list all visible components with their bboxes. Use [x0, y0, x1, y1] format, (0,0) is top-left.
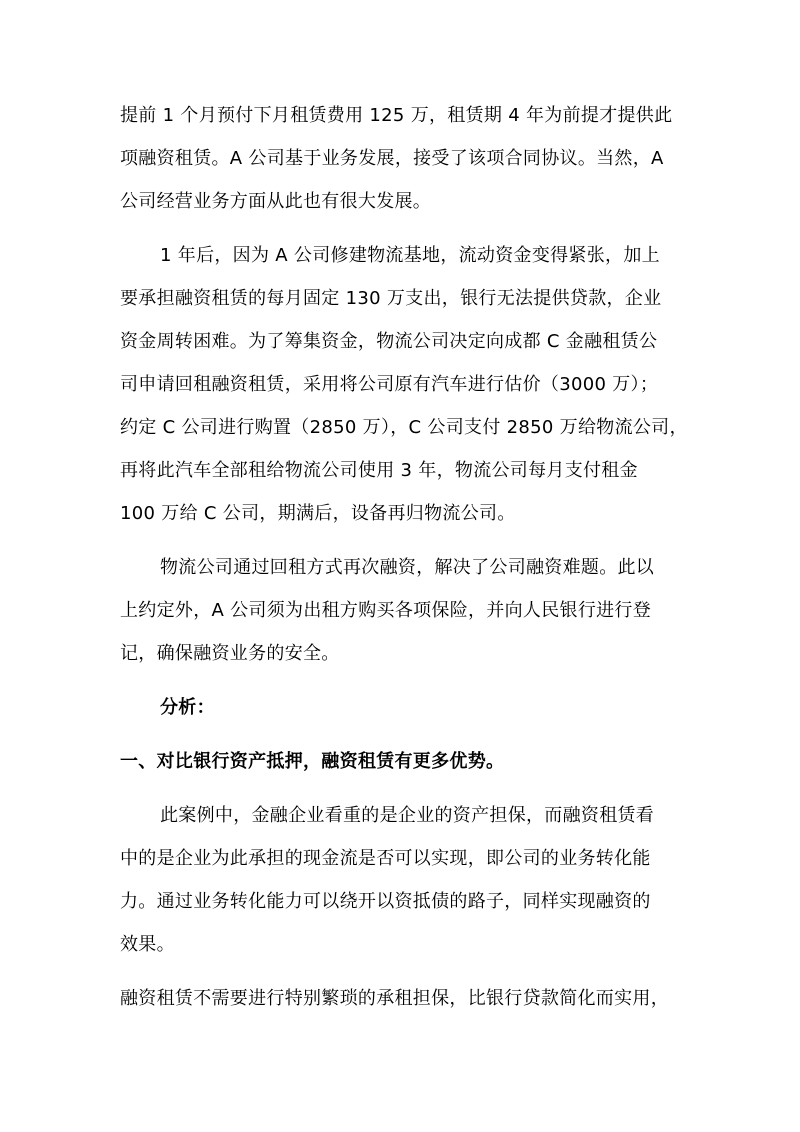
paragraph-4-line-4: 效果。 [120, 934, 175, 955]
paragraph-4-line-1: 此案例中，金融企业看重的是企业的资产担保，而融资租赁看 [160, 805, 655, 826]
paragraph-2-line-1: 1 年后，因为 A 公司修建物流基地，流动资金变得紧张，加上 [160, 245, 660, 266]
paragraph-2-line-2: 要承担融资租赁的每月固定 130 万支出，银行无法提供贷款，企业 [120, 288, 662, 309]
paragraph-1-line-1: 提前 1 个月预付下月租赁费用 125 万，租赁期 4 年为前提才提供此 [120, 105, 673, 126]
paragraph-5-line-1: 融资租赁不需要进行特别繁琐的承租担保，比银行贷款简化而实用， [120, 988, 669, 1009]
analysis-heading: 分析： [160, 697, 215, 718]
section-1-heading: 一、对比银行资产抵押，融资租赁有更多优势。 [120, 751, 505, 772]
paragraph-1-line-3: 公司经营业务方面从此也有很大发展。 [120, 191, 432, 212]
paragraph-2-line-5: 约定 C 公司进行购置（2850 万），C 公司支付 2850 万给物流公司， [120, 417, 688, 438]
paragraph-4-line-2: 中的是企业为此承担的现金流是否可以实现，即公司的业务转化能 [120, 848, 651, 869]
paragraph-3-line-2: 上约定外，A 公司须为出租方购买各项保险，并向人民银行进行登 [120, 600, 652, 621]
paragraph-2-line-4: 司申请回租融资租赁，采用将公司原有汽车进行估价（3000 万）； [120, 374, 659, 395]
paragraph-2-line-6: 再将此汽车全部租给物流公司使用 3 年，物流公司每月支付租金 [120, 460, 638, 481]
paragraph-2-line-3: 资金周转困难。为了筹集资金，物流公司决定向成都 C 金融租赁公 [120, 331, 658, 352]
paragraph-3-line-1: 物流公司通过回租方式再次融资，解决了公司融资难题。此以 [160, 557, 655, 578]
paragraph-4-line-3: 力。通过业务转化能力可以绕开以资抵债的路子，同样实现融资的 [120, 891, 651, 912]
paragraph-3-line-3: 记，确保融资业务的安全。 [120, 643, 340, 664]
paragraph-1-line-2: 项融资租赁。A 公司基于业务发展，接受了该项合同协议。当然，A [120, 148, 664, 169]
paragraph-2-line-7: 100 万给 C 公司，期满后，设备再归物流公司。 [120, 503, 516, 524]
